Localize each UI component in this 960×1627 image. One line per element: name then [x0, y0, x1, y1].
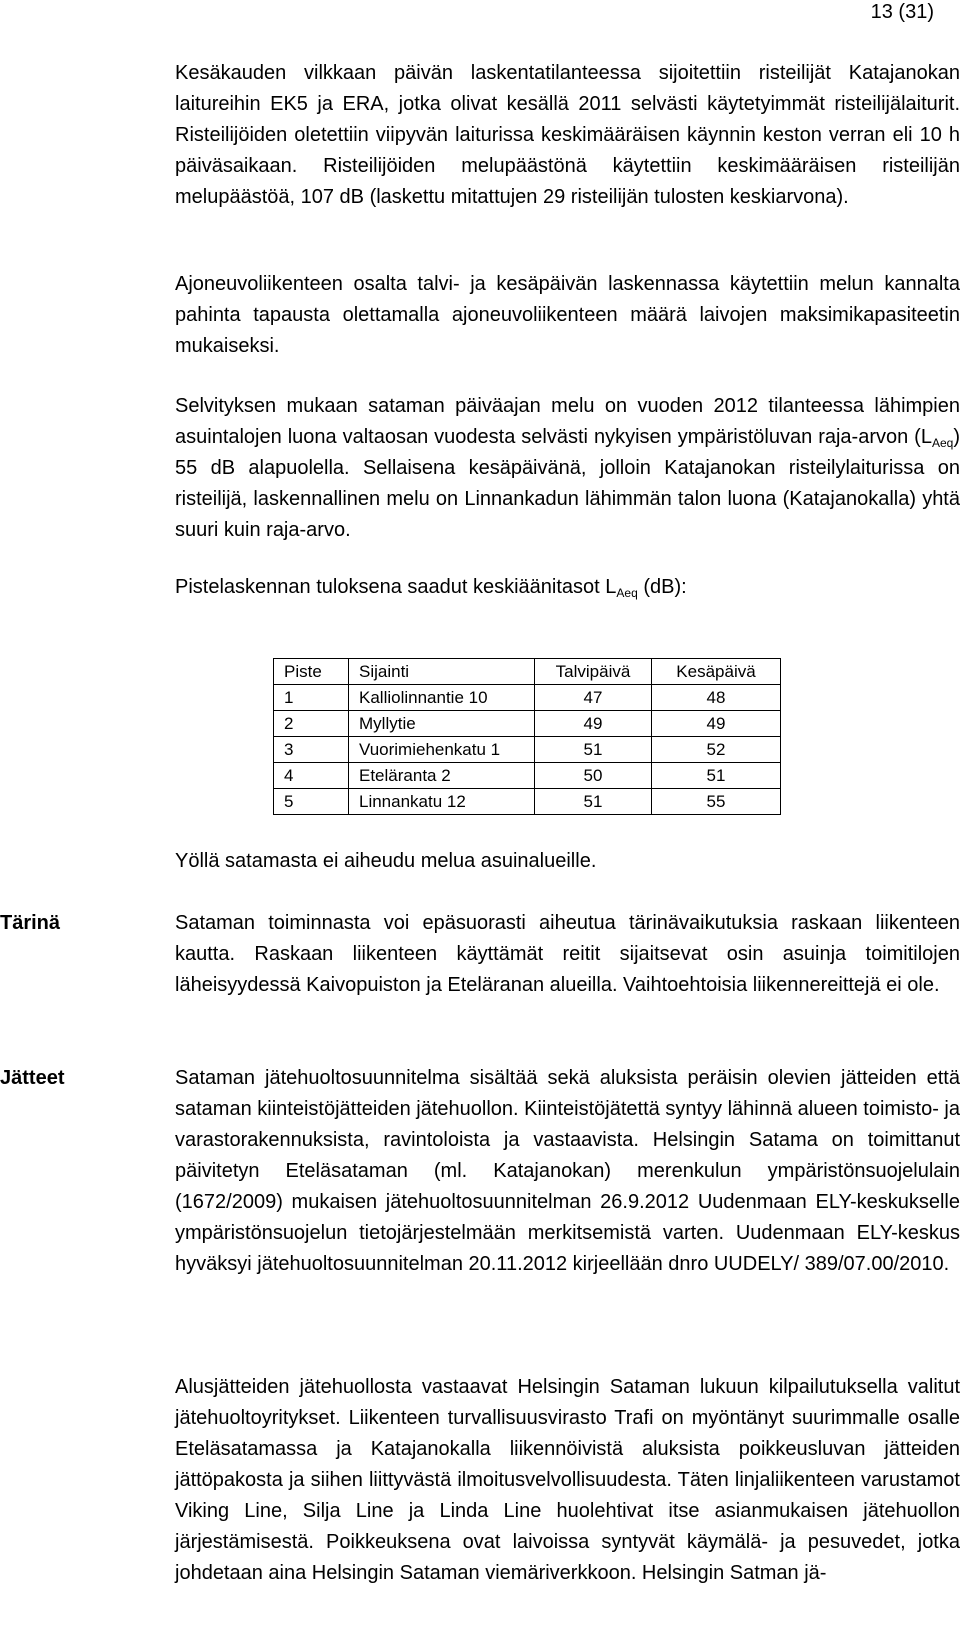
paragraph-ship-waste: Alusjätteiden jätehuollosta vastaavat Helsingin Sataman lukuun kilpailutuksella valitut jätehuoltoyritykset. Liikenteen turvallisuusvirasto Trafi on myöntänyt suurimmalle osalle Eteläsatamassa ja Katajanokalla liikennöivistä aluksista poikkeusluvan jätteiden jättöpakosta ja siihen liittyvästä ilmoitusvelvollisuudesta. Täten linjaliikenteen varustamot Viking Line, Silja Line ja Linda Line huolehtivat itse asianmukaisen jätehuollon järjestämisestä. Poikkeuksena ovat laivoissa syntyvät käymälä- ja pesuvedet, jotka johdetaan aina Helsingin Sataman viemäriverkkoon. Helsingin Satman jä- — [175, 1376, 960, 1584]
cell-sijainti: Kalliolinnantie 10 — [349, 685, 535, 711]
laeq-subscript: Aeq — [931, 436, 954, 450]
cell-sijainti: Linnankatu 12 — [349, 789, 535, 815]
paragraph-noise-survey — [175, 391, 960, 546]
section-label-jatteet: Jätteet — [0, 1067, 65, 1089]
cell-kesapaiva: 55 — [652, 789, 781, 815]
cell-sijainti: Eteläranta 2 — [349, 763, 535, 789]
table-row — [274, 763, 781, 789]
cell-piste: 5 — [274, 789, 349, 815]
cell-piste: 2 — [274, 711, 349, 737]
caption-text-start: Pistelaskennan tuloksena saadut keskiäänitasot L — [175, 576, 617, 598]
cell-piste: 1 — [274, 685, 349, 711]
table-header-row — [274, 659, 781, 685]
cell-talvipaiva: 51 — [535, 789, 652, 815]
header-piste: Piste — [274, 659, 349, 685]
cell-piste: 4 — [274, 763, 349, 789]
cell-kesapaiva: 52 — [652, 737, 781, 763]
noise-survey-text-start: Selvityksen mukaan sataman päiväajan melu on vuoden 2012 tilanteessa lähimpien asuintalojen luona valtaosan vuodesta selvästi nykyisen ympäristöluvan raja-arvon (L — [175, 395, 960, 448]
cell-piste: 3 — [274, 737, 349, 763]
cell-kesapaiva: 48 — [652, 685, 781, 711]
cell-talvipaiva: 47 — [535, 685, 652, 711]
table-row — [274, 685, 781, 711]
cell-talvipaiva: 49 — [535, 711, 652, 737]
table-row — [274, 737, 781, 763]
cell-sijainti: Vuorimiehenkatu 1 — [349, 737, 535, 763]
header-talvipaiva: Talvipäivä — [535, 659, 652, 685]
header-kesapaiva: Kesäpäivä — [652, 659, 781, 685]
cell-kesapaiva: 49 — [652, 711, 781, 737]
paragraph-vibration: Sataman toiminnasta voi epäsuorasti aiheutua tärinävaikutuksia raskaan liikenteen kautta. Raskaan liikenteen käyttämät reitit sijaitsevat osin asuinja toimitilojen läheisyydessä Kaivopuiston ja Eteläranan alueilla. Vaihtoehtoisia liikennereittejä ei ole. — [175, 912, 960, 996]
cell-talvipaiva: 50 — [535, 763, 652, 789]
page-number: 13 (31) — [870, 1, 934, 23]
section-label-tarina: Tärinä — [0, 912, 61, 934]
noise-survey-text-end: ) 55 dB alapuolella. Sellaisena kesäpäivänä, jolloin Katajanokan risteilylaiturissa on risteilijä, laskennallinen melu on Linnankadun lähimmän talon luona (Katajanokalla) yhtä suuri kuin raja-arvo. — [175, 426, 960, 541]
cell-kesapaiva: 51 — [652, 763, 781, 789]
paragraph-cruise-ships: Kesäkauden vilkkaan päivän laskentatilanteessa sijoitettiin risteilijät Katajanokan laitureihin EK5 ja ERA, jotka olivat kesällä 2011 selvästi käytetyimmät risteilijälaiturit. Risteilijöiden oletettiin viipyvän laiturissa keskimääräisen käynnin keston verran eli 10 h päiväsaikaan. Risteilijöiden melupäästönä käytettiin keskimääräisen risteilijän melupäästöä, 107 dB (laskettu mitattujen 29 risteilijän tulosten keskiarvona). — [175, 62, 960, 208]
table-row — [274, 789, 781, 815]
paragraph-vehicle-traffic: Ajoneuvoliikenteen osalta talvi- ja kesäpäivän laskennassa käytettiin melun kannalta pahinta tapausta olettamalla ajoneuvoliikenteen määrä laivojen maksimikapasiteetin mukaiseksi. — [175, 273, 960, 357]
paragraph-table-caption — [175, 572, 960, 603]
header-sijainti: Sijainti — [349, 659, 535, 685]
paragraph-waste-plan: Sataman jätehuoltosuunnitelma sisältää sekä aluksista peräisin olevien jätteiden että sataman kiinteistöjätteiden jätehuollon. Kiinteistöjätettä syntyy lähinnä alueen toimisto- ja varastorakennuksista, ravintoloista ja vastaavista. Helsingin Satama on toimittanut päivitetyn Eteläsataman (ml. Katajanokan) merenkulun ympäristönsuojelulain (1672/2009) mukaisen jätehuoltosuunnitelman 26.9.2012 Uudenmaan ELY-keskukselle ympäristönsuojelun tietojärjestelmään merkitsemistä varten. Uudenmaan ELY-keskus hyväksyi jätehuoltosuunnitelman 20.11.2012 kirjeellään dnro UUDELY/ 389/07.00/2010. — [175, 1067, 960, 1275]
caption-laeq-subscript: Aeq — [616, 586, 638, 600]
caption-text-end: (dB): — [637, 576, 687, 598]
table-row — [274, 711, 781, 737]
cell-sijainti: Myllytie — [349, 711, 535, 737]
noise-results-table — [273, 658, 781, 815]
cell-talvipaiva: 51 — [535, 737, 652, 763]
paragraph-night-noise: Yöllä satamasta ei aiheudu melua asuinalueille. — [175, 850, 597, 872]
